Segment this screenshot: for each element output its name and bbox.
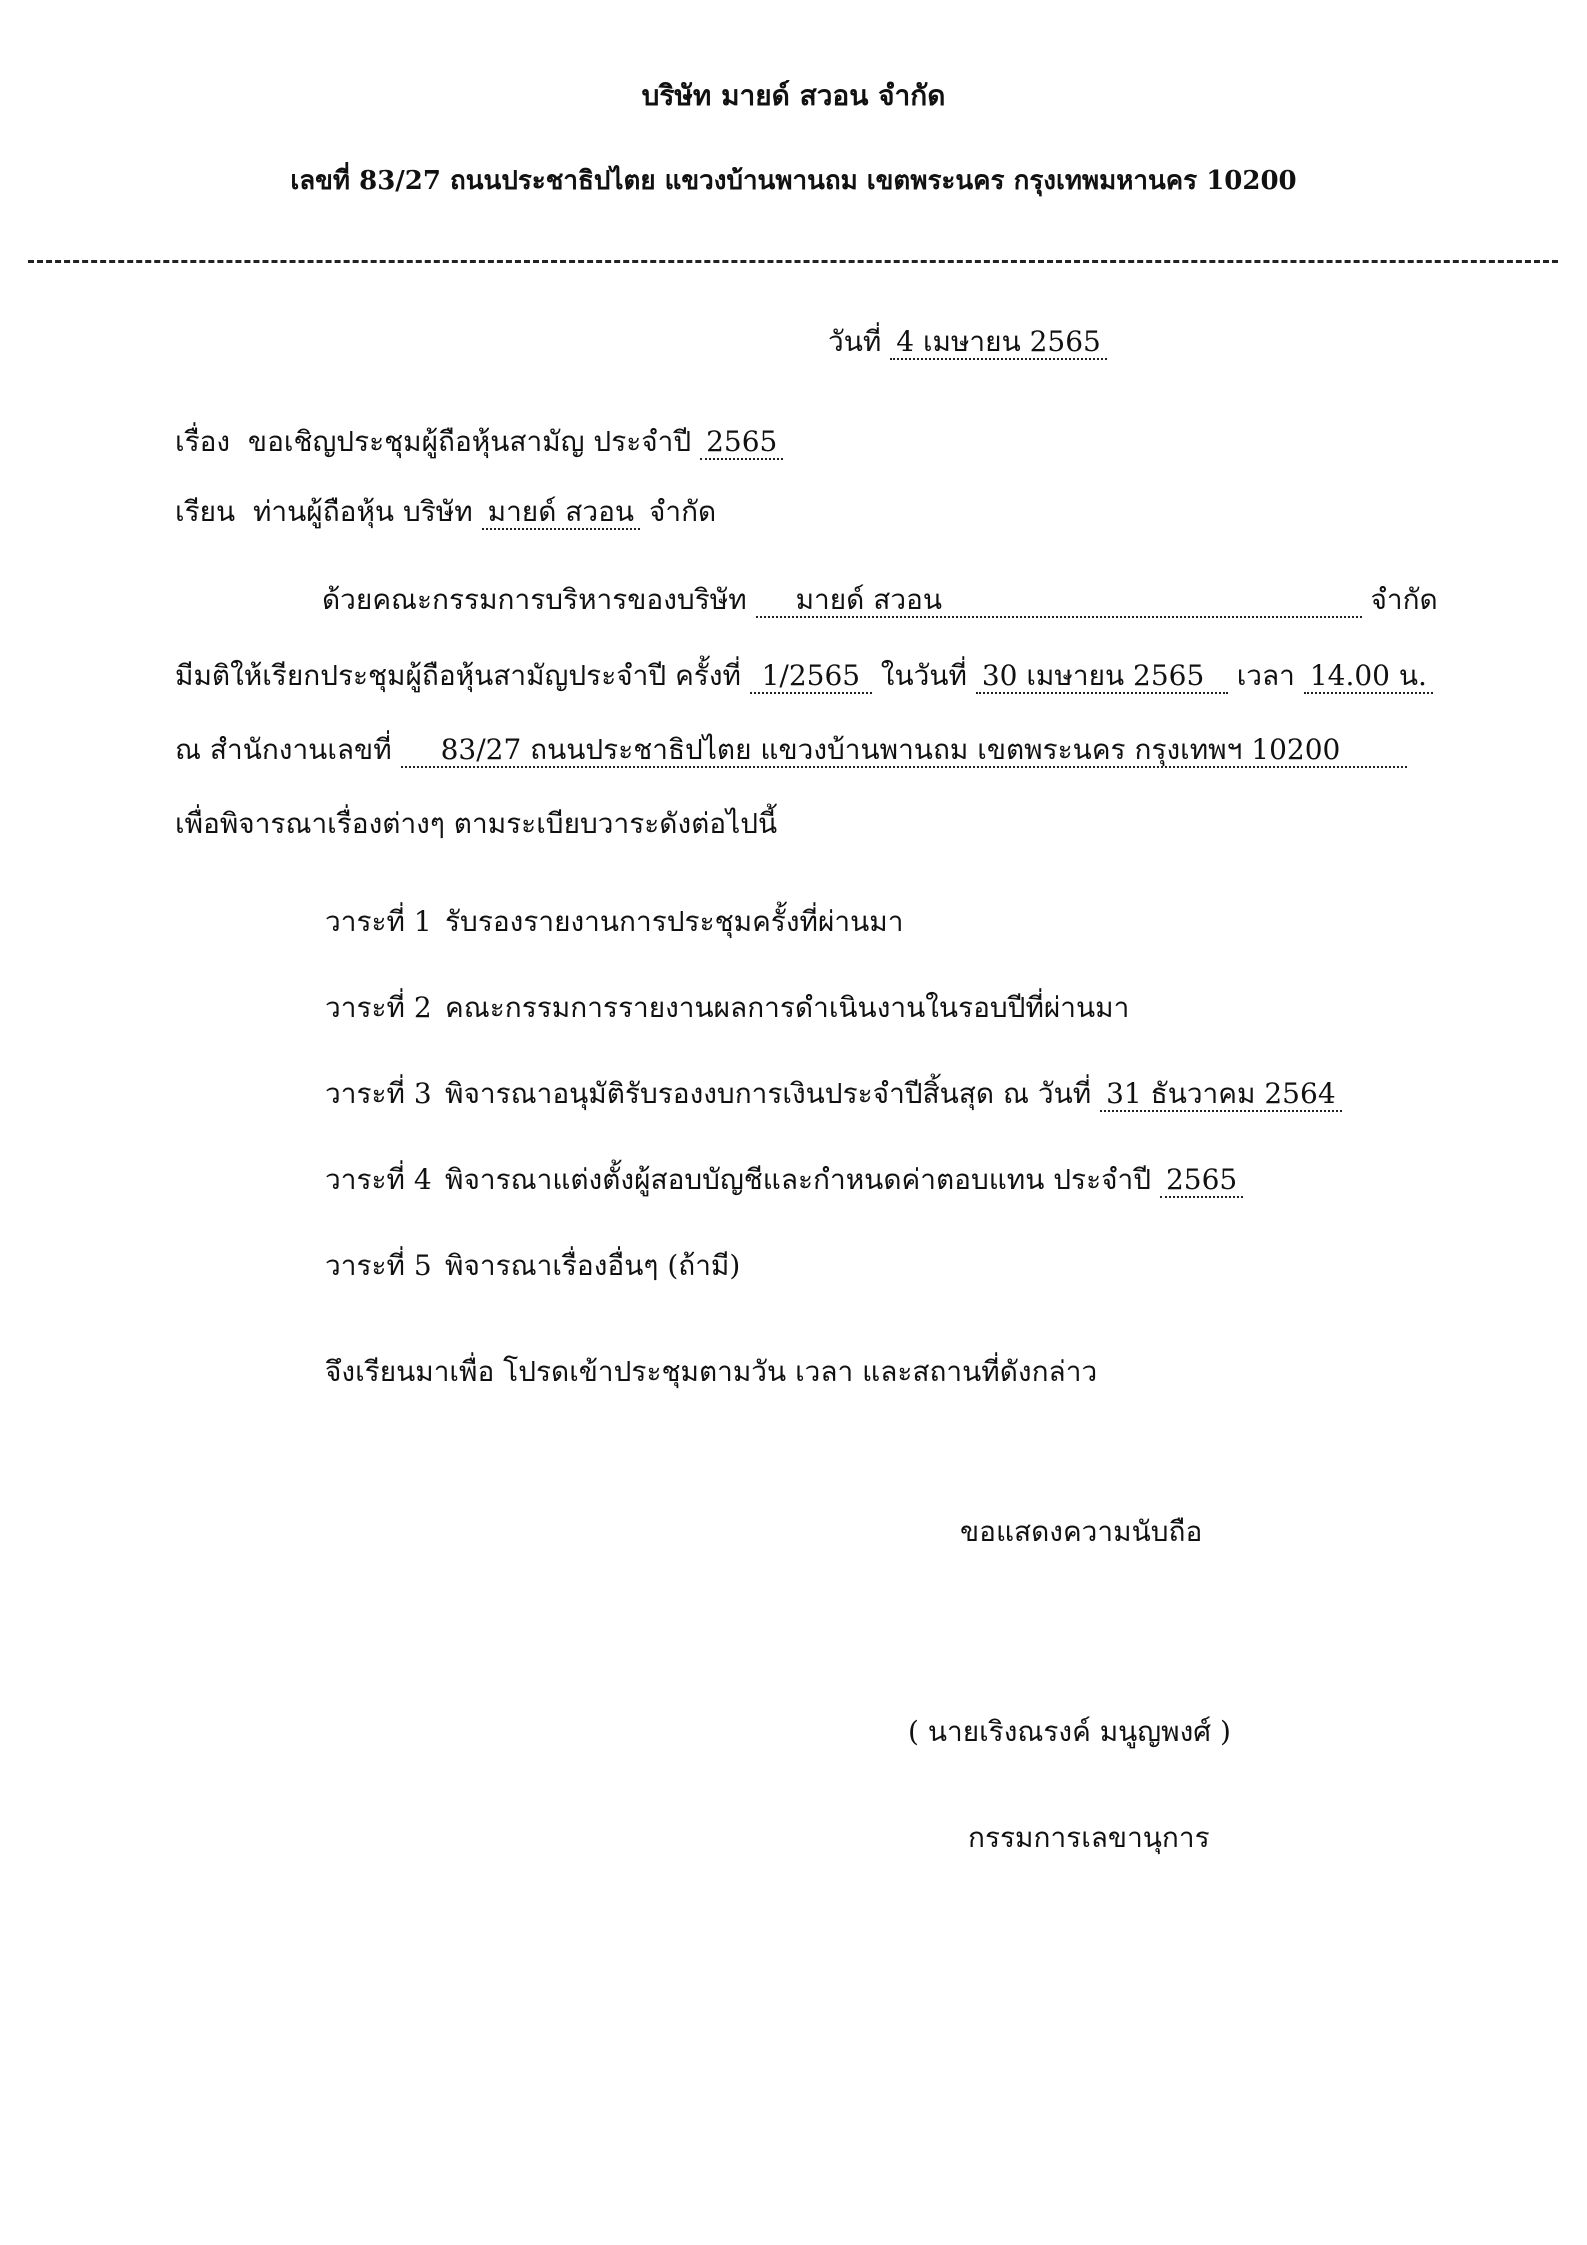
subject-year: 2565 [700,427,783,460]
agenda-fill-value: 31 ธันวาคม 2564 [1100,1079,1342,1112]
header-divider [28,260,1558,263]
agenda-fill-value: 2565 [1160,1165,1243,1198]
meeting-place: 83/27 ถนนประชาธิปไตย แขวงบ้านพานถม เขตพระนคร กรุงเทพฯ 10200 [401,735,1407,768]
agenda-number: วาระที่ 1 [325,905,432,938]
date-value: 4 เมษายน 2565 [890,327,1107,360]
agenda-item [325,1158,1243,1202]
signer-name: ( นายเริงณรงค์ มนูญพงศ์ ) [908,1715,1231,1748]
recipient-text: ท่านผู้ถือหุ้น บริษัท [252,495,473,528]
date-label: วันที่ [828,325,882,358]
body-line2-prefix: มีมติให้เรียกประชุมผู้ถือหุ้นสามัญประจำปี ครั้งที่ [175,659,741,692]
agenda-text: รับรองรายงานการประชุมครั้งที่ผ่านมา [445,905,904,938]
agenda-text: คณะกรรมการรายงานผลการดำเนินงานในรอบปีที่ผ่านมา [445,991,1130,1024]
recipient-company: มายด์ สวอน [482,497,640,530]
recipient-label: เรียน [175,495,236,528]
meeting-time: 14.00 น. [1304,661,1433,694]
subject-text: ขอเชิญประชุมผู้ถือหุ้นสามัญ ประจำปี [247,425,692,458]
body-company: มายด์ สวอน [756,585,1362,618]
signer-title: กรรมการเลขานุการ [968,1821,1210,1854]
body-line1-prefix: ด้วยคณะกรรมการบริหารของบริษัท [322,583,747,616]
agenda-number: วาระที่ 3 [325,1077,432,1110]
recipient-line [175,490,716,534]
meeting-number: 1/2565 [750,661,872,694]
agenda-item [325,1072,1342,1116]
recipient-suffix: จำกัด [648,495,717,528]
subject-label: เรื่อง [175,425,231,458]
regards-line: ขอแสดงความนับถือ [960,1515,1203,1548]
body-line-1 [322,578,1438,622]
body-line-4: เพื่อพิจารณาเรื่องต่างๆ ตามระเบียบวาระดังต่อไปนี้ [175,807,778,840]
company-heading: บริษัท มายด์ สวอน จำกัด [641,79,946,112]
meeting-time-label: เวลา [1236,659,1295,692]
agenda-number: วาระที่ 2 [325,991,432,1024]
agenda-item [325,986,1129,1030]
agenda-number: วาระที่ 4 [325,1163,432,1196]
body-line1-suffix: จำกัด [1370,583,1438,616]
agenda-number: วาระที่ 5 [325,1249,432,1282]
meeting-date: 30 เมษายน 2565 [976,661,1228,694]
agenda-text: พิจารณาอนุมัติรับรองงบการเงินประจำปีสิ้นสุด ณ วันที่ [445,1077,1092,1110]
agenda-text: พิจารณาเรื่องอื่นๆ (ถ้ามี) [445,1249,741,1282]
agenda-item [325,1244,740,1288]
body-line-2 [175,654,1433,698]
agenda-item [325,900,903,944]
closing-sentence: จึงเรียนมาเพื่อ โปรดเข้าประชุมตามวัน เวลา และสถานที่ดังกล่าว [325,1355,1098,1388]
body-line3-prefix: ณ สำนักงานเลขที่ [175,733,392,766]
body-line-3 [175,728,1407,772]
meeting-date-label: ในวันที่ [880,659,967,692]
subject-line [175,420,783,464]
company-address: เลขที่ 83/27 ถนนประชาธิปไตย แขวงบ้านพานถม เขตพระนคร กรุงเทพมหานคร 10200 [290,166,1297,196]
agenda-text: พิจารณาแต่งตั้งผู้สอบบัญชีและกำหนดค่าตอบแทน ประจำปี [445,1163,1152,1196]
letter-date [828,320,1107,364]
